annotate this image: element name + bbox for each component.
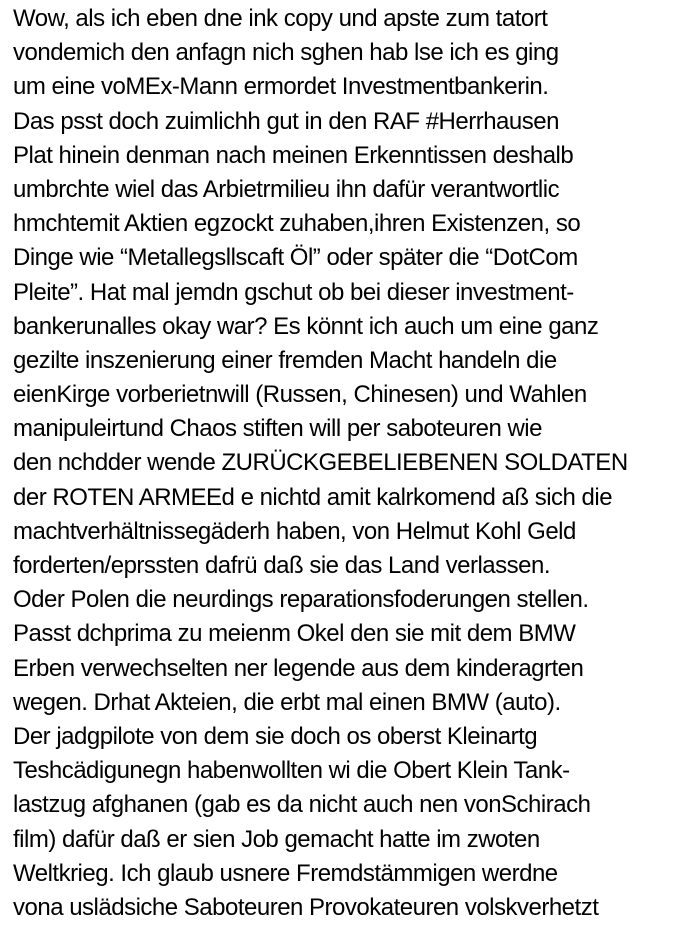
text-line: Plat hinein denman nach meinen Erkenntissen deshalb <box>13 141 574 169</box>
text-line: umbrchte wiel das Arbietrmilieu ihn dafür verantwortlic <box>13 175 560 203</box>
text-line: eienKirge vorberietnwill (Russen, Chinesen) und Wahlen <box>13 381 587 409</box>
text-line: manipuleirtund Chaos stiften will per saboteuren wie <box>13 415 542 443</box>
text-line: Erben verwechselten ner legende aus dem kinderagrten <box>13 654 584 682</box>
text-line: bankerunalles okay war? Es könnt ich auch um eine ganz <box>13 312 599 340</box>
text-line: Wow, als ich eben dne ink copy und apste zum tatort <box>13 5 548 32</box>
text-line: gezilte inszenierung einer fremden Macht handeln die <box>13 346 557 374</box>
text-line: Weltkrieg. Ich glaub usnere Fremdstämmigen werdne <box>13 859 558 887</box>
text-line: film) dafür daß er sien Job gemacht hatte im zwoten <box>13 825 540 853</box>
text-line: forderten/eprssten dafrü daß sie das Land verlassen. <box>13 552 550 579</box>
text-line: Das psst doch zuimlichh gut in den RAF #Herrhausen <box>13 107 559 135</box>
text-line: um eine voMEx-Mann ermordet Investmentbankerin. <box>13 73 549 101</box>
text-line: vona uslädsiche Saboteuren Provokateuren volskverhetzt <box>13 893 599 921</box>
text-line: wegen. Drhat Akteien, die erbt mal einen BMW (auto). <box>13 688 561 716</box>
text-line: Dinge wie “Metallegsllscaft Öl” oder später die “DotCom <box>13 244 578 272</box>
text-line: der ROTEN ARMEEd e nichtd amit kalrkomend aß sich die <box>13 483 613 511</box>
text-line: lastzug afghanen (gab es da nicht auch nen vonSchirach <box>13 791 591 819</box>
text-line: machtverhältnissegäderh haben, von Helmut Kohl Geld <box>13 517 576 545</box>
text-line: Pleite”. Hat mal jemdn gschut ob bei dieser investment- <box>13 278 574 306</box>
text-line: Passt dchprima zu meienm Okel den sie mit dem BMW <box>13 620 576 648</box>
text-line: vondemich den anfagn nich sghen hab lse ich es ging <box>13 39 559 67</box>
text-line: Der jadgpilote von dem sie doch os oberst Kleinartg <box>13 722 538 750</box>
text-line: den nchdder wende ZURÜCKGEBELIEBENEN SOLDATEN <box>13 449 628 477</box>
text-line: hmchtemit Aktien egzockt zuhaben,ihren Existenzen, so <box>13 210 581 238</box>
body-text <box>13 2 684 925</box>
text-line: Oder Polen die neurdings reparationsfoderungen stellen. <box>13 586 589 614</box>
text-line: Teshcädigunegn habenwollten wi die Obert Klein Tank- <box>13 757 570 785</box>
